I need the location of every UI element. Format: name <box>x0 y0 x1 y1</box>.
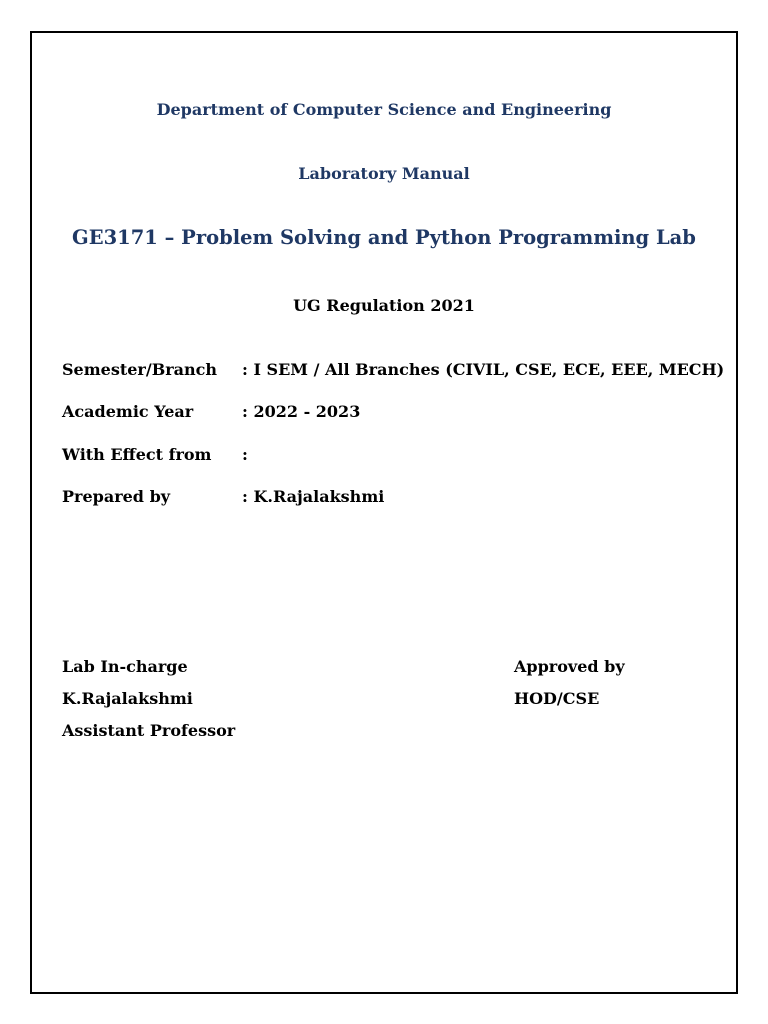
regulation-heading: UG Regulation 2021 <box>293 296 475 315</box>
detail-label: Semester/Branch <box>62 360 218 379</box>
detail-label: Prepared by <box>62 487 171 506</box>
detail-value: : <box>242 445 248 464</box>
detail-value: : I SEM / All Branches (CIVIL, CSE, ECE, EEE, MECH) <box>242 360 725 379</box>
detail-label: With Effect from <box>62 445 212 464</box>
department-heading: Department of Computer Science and Engineering <box>156 100 612 119</box>
lab-incharge-role: Lab In-charge <box>62 657 188 676</box>
course-title: GE3171 – Problem Solving and Python Programming Lab <box>72 226 696 249</box>
document-type-heading: Laboratory Manual <box>298 164 470 183</box>
approver-name: HOD/CSE <box>514 689 600 708</box>
lab-incharge-name: K.Rajalakshmi <box>62 689 193 708</box>
detail-value: : 2022 - 2023 <box>242 402 361 421</box>
detail-value: : K.Rajalakshmi <box>242 487 385 506</box>
approver-role: Approved by <box>514 657 625 676</box>
lab-incharge-designation: Assistant Professor <box>62 721 236 740</box>
detail-label: Academic Year <box>62 402 194 421</box>
